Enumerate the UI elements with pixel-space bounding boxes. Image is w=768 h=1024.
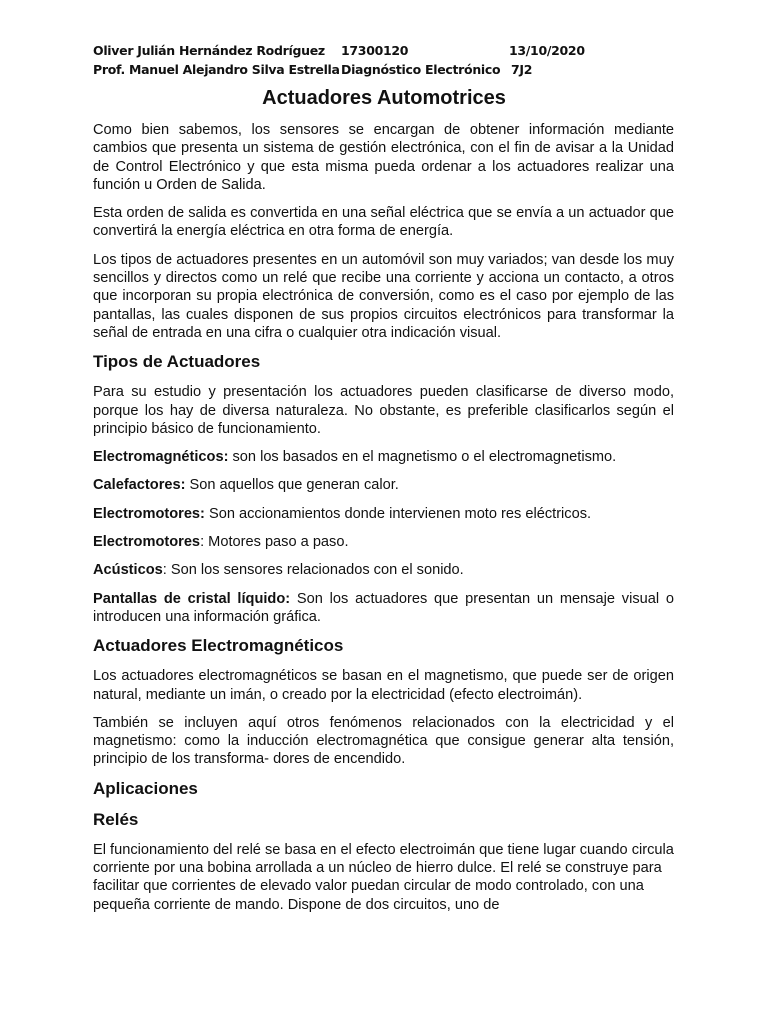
group-code: 7J2 [511, 62, 533, 77]
actuator-type-desc: Son aquellos que generan calor. [185, 477, 399, 494]
intro-paragraph: Esta orden de salida es convertida en una señal eléctrica que se envía a un actuador que convertirá la energía eléctrica en otra forma de energía. [93, 205, 674, 240]
actuator-type-item [93, 561, 674, 579]
actuator-type-desc: : Son los sensores relacionados con el sonido. [162, 562, 464, 579]
actuator-type-item [93, 533, 674, 551]
document-date: 13/10/2020 [509, 43, 585, 58]
author-name: Oliver Julián Hernández Rodríguez [93, 43, 325, 58]
actuator-type-item [93, 448, 674, 466]
actuator-type-term: Acústicos [93, 562, 163, 579]
actuator-type-term: Electromagnéticos: [93, 449, 229, 466]
actuator-type-desc: : Motores paso a paso. [200, 534, 349, 551]
actuator-type-term: Calefactores: [93, 477, 186, 494]
actuator-type-term: Electromotores [93, 534, 201, 551]
section-heading-aplicaciones: Aplicaciones [93, 778, 198, 798]
actuator-type-item [93, 590, 674, 627]
electro-paragraph: Los actuadores electromagnéticos se basan en el magnetismo, que puede ser de origen natural, mediante un imán, o creado por la electricidad (efecto electroimán). [93, 668, 674, 703]
actuator-type-desc: Son los actuadores que presentan un mensaje visual o introducen una información gráfica. [93, 590, 674, 625]
electro-paragraph: También se incluyen aquí otros fenómenos relacionados con la electricidad y el magnetismo: como la inducción electromagnética que consigue generar alta tensión, principio de los transforma- dores de encendido. [93, 714, 674, 768]
intro-paragraph: Como bien sabemos, los sensores se encargan de obtener información mediante cambios que presenta un sistema de gestión electrónica, con el fin de avisar a la Unidad de Control Electrónico y que esta misma pueda ordenar a los actuadores realizar una función u Orden de Salida. [93, 122, 674, 193]
section-heading-tipos: Tipos de Actuadores [93, 352, 261, 372]
intro-paragraph: Los tipos de actuadores presentes en un automóvil son muy variados; van desde los muy sencillos y directos como un relé que recibe una corriente y acciona un contacto, a otros que incorporan su propia electrónica de conversión, como es el caso por ejemplo de las pantallas, las cuales disponen de sus propios circuitos electrónicos para transformar la señal de entrada en una cifra o cualquier otra indicación visual. [93, 251, 674, 341]
reles-paragraph: El funcionamiento del relé se basa en el efecto electroimán que tiene lugar cuando circula corriente por una bobina arrollada a un núcleo de hierro dulce. El relé se construye para facilitar que corrientes de elevado valor puedan circular de modo controlado, con una pequeña corriente de mando. Dispone de dos circuitos, uno de [93, 841, 674, 913]
actuator-type-term: Electromotores: [93, 505, 205, 522]
professor-name: Prof. Manuel Alejandro Silva Estrella [93, 62, 340, 77]
course-name: Diagnóstico Electrónico [341, 62, 501, 77]
section-heading-electromagneticos: Actuadores Electromagnéticos [93, 636, 344, 656]
actuator-type-item [93, 505, 674, 523]
document-title: Actuadores Automotrices [262, 87, 506, 109]
student-id: 17300120 [341, 43, 409, 58]
actuator-type-term: Pantallas de cristal líquido: [93, 590, 291, 607]
tipos-intro: Para su estudio y presentación los actuadores pueden clasificarse de diverso modo, porque los hay de diversa naturaleza. No obstante, es preferible clasificarlos según el principio básico de funcionamiento. [93, 384, 674, 437]
actuator-type-desc: Son accionamientos donde intervienen moto res eléctricos. [204, 505, 592, 522]
actuator-type-item [93, 476, 674, 494]
actuator-type-desc: son los basados en el magnetismo o el electromagnetismo. [228, 449, 617, 466]
document-body [93, 121, 674, 924]
section-heading-reles: Relés [93, 809, 139, 829]
